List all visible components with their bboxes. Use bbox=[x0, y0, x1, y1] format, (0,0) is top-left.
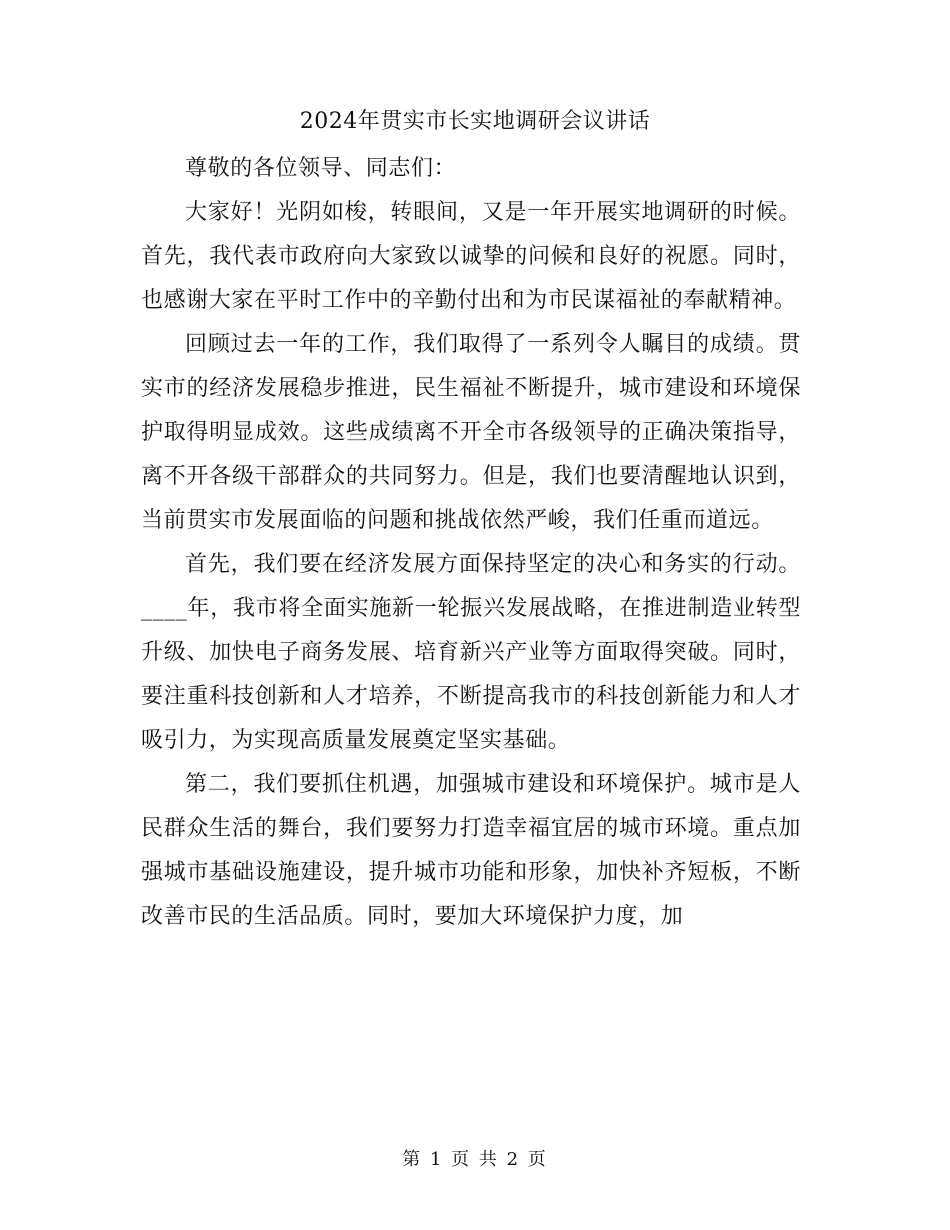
body-paragraph-1: 大家好！光阴如梭，转眼间，又是一年开展实地调研的时候。首先，我代表市政府向大家致以诚挚的问候和良好的祝愿。同时，也感谢大家在平时工作中的辛勤付出和为市民谋福祉的奉献精神。 bbox=[141, 200, 801, 313]
salutation-paragraph: 尊敬的各位领导、同志们： bbox=[185, 156, 457, 181]
body-paragraph-4: 第二，我们要抓住机遇，加强城市建设和环境保护。城市是人民群众生活的舞台，我们要努力打造幸福宜居的城市环境。重点加强城市基础设施建设，提升城市功能和形象，加快补齐短板，不断改善市民的生活品质。同时，要加大环境保护力度，加 bbox=[141, 772, 801, 929]
document-body bbox=[141, 147, 801, 939]
body-paragraph-2: 回顾过去一年的工作，我们取得了一系列令人瞩目的成绩。贯实市的经济发展稳步推进，民生福祉不断提升，城市建设和环境保护取得明显成效。这些成绩离不开全市各级领导的正确决策指导，离不开各级干部群众的共同努力。但是，我们也要清醒地认识到，当前贯实市发展面临的问题和挑战依然严峻，我们任重而道远。 bbox=[141, 332, 801, 533]
body-paragraph-3: 首先，我们要在经济发展方面保持坚定的决心和务实的行动。____年，我市将全面实施新一轮振兴发展战略，在推进制造业转型升级、加快电子商务发展、培育新兴产业等方面取得突破。同时，要注重科技创新和人才培养，不断提高我市的科技创新能力和人才吸引力，为实现高质量发展奠定坚实基础。 bbox=[141, 552, 801, 753]
page-number-footer: 第 1 页 共 2 页 bbox=[402, 1149, 548, 1170]
document-title: 2024年贯实市长实地调研会议讲话 bbox=[299, 109, 651, 134]
